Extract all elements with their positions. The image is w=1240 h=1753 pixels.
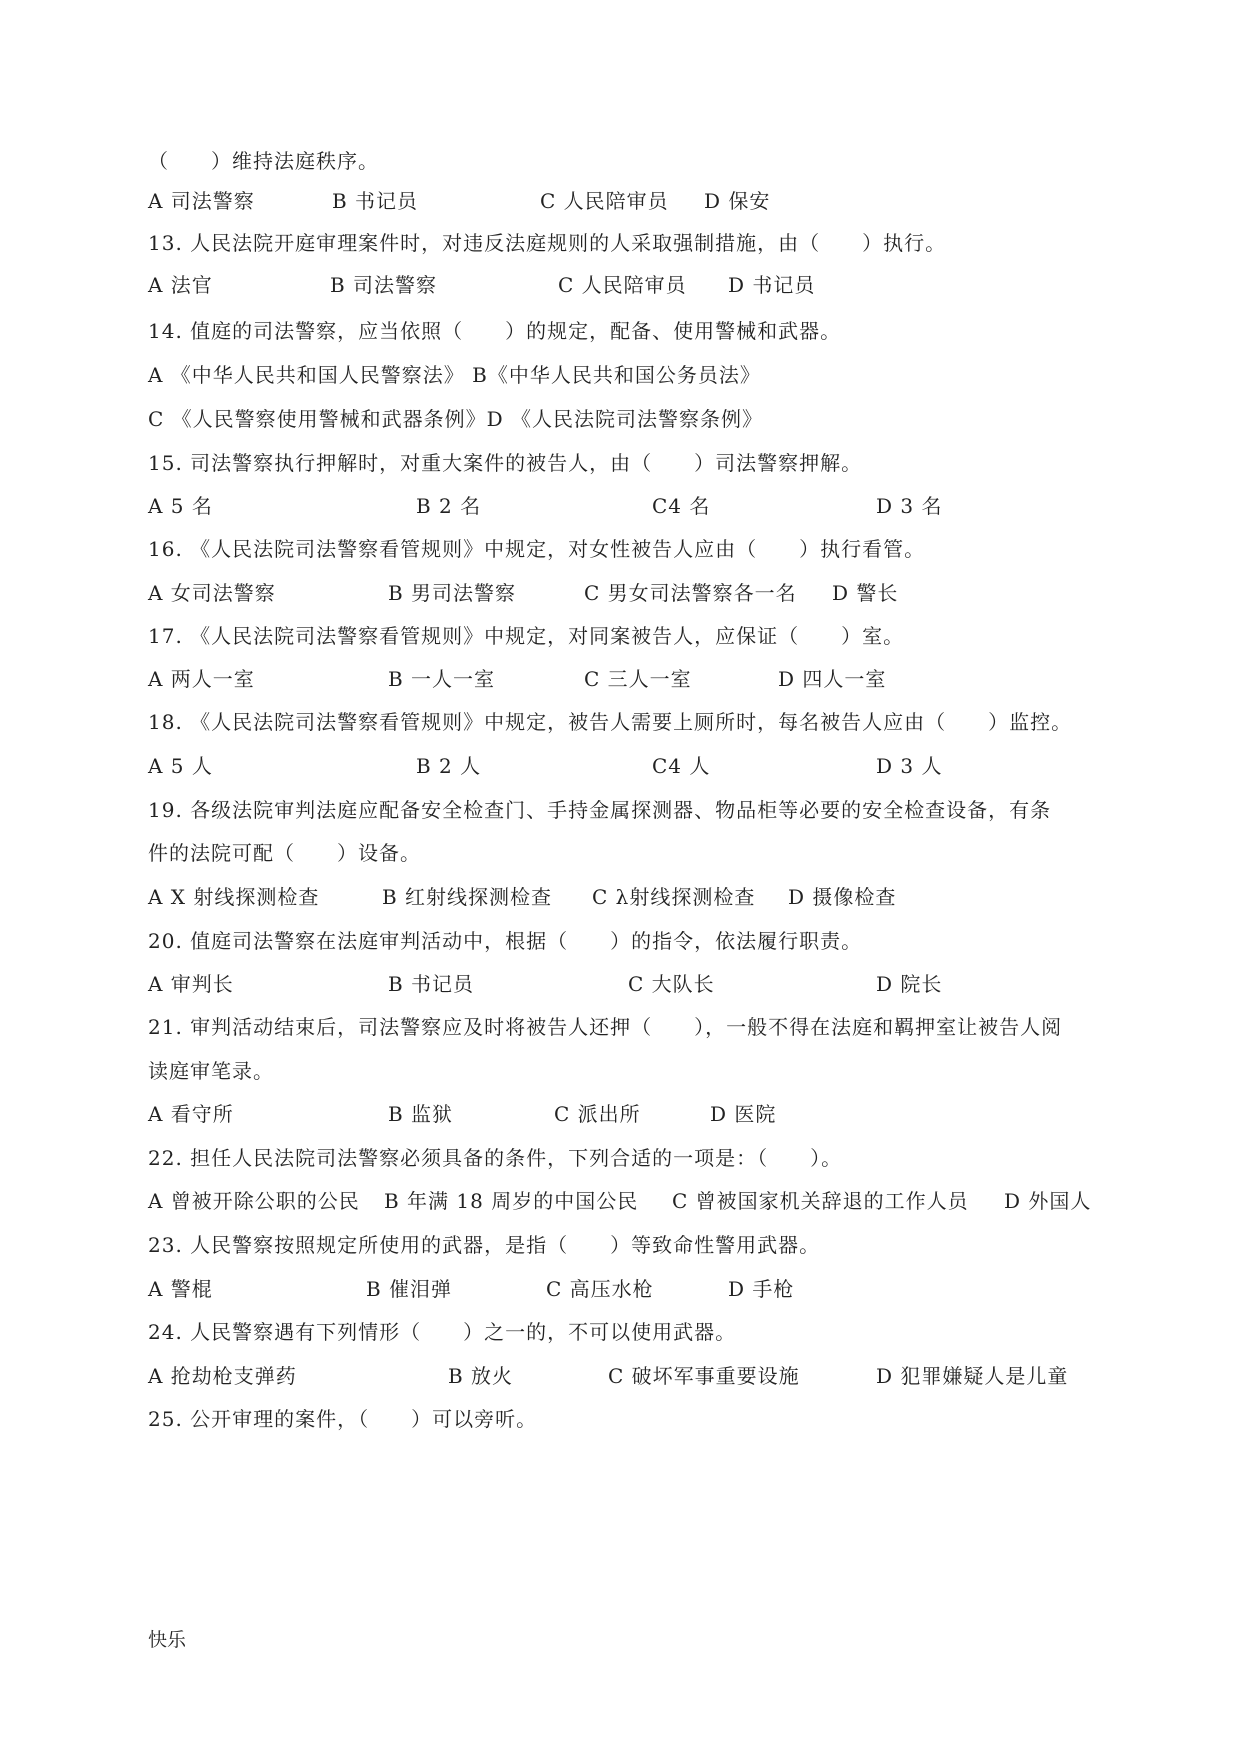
options-15 bbox=[148, 493, 1128, 519]
option-16-c: C 男女司法警察各一名 bbox=[584, 581, 797, 605]
option-12-b: B 书记员 bbox=[332, 189, 419, 213]
option-23-c: C 高压水枪 bbox=[546, 1277, 654, 1301]
options-16 bbox=[148, 580, 1128, 606]
question-24: 24. 人民警察遇有下列情形（ ）之一的，不可以使用武器。 bbox=[148, 1320, 737, 1344]
option-19-a: A X 射线探测检查 bbox=[148, 885, 320, 909]
option-23-d: D 手枪 bbox=[728, 1277, 795, 1301]
option-15-a: A 5 名 bbox=[148, 494, 213, 518]
option-22-c: C 曾被国家机关辞退的工作人员 bbox=[672, 1189, 969, 1213]
options-22 bbox=[148, 1188, 1128, 1214]
option-19-c: C λ射线探测检查 bbox=[592, 885, 756, 909]
options-17 bbox=[148, 666, 1128, 692]
question-13: 13. 人民法院开庭审理案件时，对违反法庭规则的人采取强制措施，由（ ）执行。 bbox=[148, 231, 947, 255]
option-24-a: A 抢劫枪支弹药 bbox=[148, 1364, 297, 1388]
option-13-c: C 人民陪审员 bbox=[558, 273, 687, 297]
option-13-a: A 法官 bbox=[148, 273, 213, 297]
option-24-c: C 破坏军事重要设施 bbox=[608, 1364, 800, 1388]
option-20-d: D 院长 bbox=[876, 972, 943, 996]
option-21-a: A 看守所 bbox=[148, 1102, 234, 1126]
question-19-line2: 件的法院可配（ ）设备。 bbox=[148, 841, 421, 865]
option-23-b: B 催泪弹 bbox=[366, 1277, 453, 1301]
options-23 bbox=[148, 1276, 1128, 1302]
question-21-line2: 读庭审笔录。 bbox=[148, 1059, 274, 1083]
option-20-a: A 审判长 bbox=[148, 972, 234, 996]
option-18-a: A 5 人 bbox=[148, 754, 213, 778]
option-18-b: B 2 人 bbox=[416, 754, 482, 778]
options-21 bbox=[148, 1101, 1128, 1127]
question-19-line1: 19. 各级法院审判法庭应配备安全检查门、手持金属探测器、物品柜等必要的安全检查设备，有条 bbox=[148, 798, 1052, 822]
options-12 bbox=[148, 188, 1128, 214]
options-14-ab: A 《中华人民共和国人民警察法》 B《中华人民共和国公务员法》 bbox=[148, 363, 761, 387]
option-21-d: D 医院 bbox=[710, 1102, 777, 1126]
option-12-a: A 司法警察 bbox=[148, 189, 255, 213]
option-22-d: D 外国人 bbox=[1004, 1189, 1092, 1213]
option-12-c: C 人民陪审员 bbox=[540, 189, 669, 213]
question-25: 25. 公开审理的案件，（ ）可以旁听。 bbox=[148, 1407, 538, 1431]
page-footer: 快乐 bbox=[148, 1629, 187, 1651]
option-13-b: B 司法警察 bbox=[330, 273, 438, 297]
option-19-d: D 摄像检查 bbox=[788, 885, 897, 909]
option-13-d: D 书记员 bbox=[728, 273, 816, 297]
option-18-d: D 3 人 bbox=[876, 754, 943, 778]
question-17: 17. 《人民法院司法警察看管规则》中规定，对同案被告人，应保证（ ）室。 bbox=[148, 624, 905, 648]
option-17-a: A 两人一室 bbox=[148, 667, 255, 691]
options-14-cd: C 《人民警察使用警械和武器条例》D 《人民法院司法警察条例》 bbox=[148, 407, 764, 431]
option-22-b: B 年满 18 周岁的中国公民 bbox=[384, 1189, 639, 1213]
option-16-b: B 男司法警察 bbox=[388, 581, 517, 605]
option-15-d: D 3 名 bbox=[876, 494, 943, 518]
question-18: 18. 《人民法院司法警察看管规则》中规定，被告人需要上厕所时，每名被告人应由（ ）监控。 bbox=[148, 710, 1073, 734]
options-18 bbox=[148, 753, 1128, 779]
question-14: 14. 值庭的司法警察，应当依照（ ）的规定，配备、使用警械和武器。 bbox=[148, 319, 842, 343]
options-13 bbox=[148, 272, 1128, 298]
option-18-c: C4 人 bbox=[652, 754, 711, 778]
option-24-d: D 犯罪嫌疑人是儿童 bbox=[876, 1364, 1069, 1388]
option-15-b: B 2 名 bbox=[416, 494, 482, 518]
option-16-a: A 女司法警察 bbox=[148, 581, 276, 605]
option-20-b: B 书记员 bbox=[388, 972, 475, 996]
option-23-a: A 警棍 bbox=[148, 1277, 213, 1301]
option-22-a: A 曾被开除公职的公民 bbox=[148, 1189, 360, 1213]
options-20 bbox=[148, 971, 1128, 997]
option-15-c: C4 名 bbox=[652, 494, 711, 518]
option-21-b: B 监狱 bbox=[388, 1102, 454, 1126]
option-19-b: B 红射线探测检查 bbox=[382, 885, 553, 909]
option-17-b: B 一人一室 bbox=[388, 667, 496, 691]
option-24-b: B 放火 bbox=[448, 1364, 514, 1388]
option-16-d: D 警长 bbox=[832, 581, 899, 605]
option-12-d: D 保安 bbox=[704, 189, 771, 213]
question-21-line1: 21. 审判活动结束后，司法警察应及时将被告人还押（ ），一般不得在法庭和羁押室让被告人阅 bbox=[148, 1015, 1063, 1039]
option-21-c: C 派出所 bbox=[554, 1102, 641, 1126]
option-20-c: C 大队长 bbox=[628, 972, 715, 996]
question-22: 22. 担任人民法院司法警察必须具备的条件，下列合适的一项是：（ ）。 bbox=[148, 1146, 843, 1170]
question-20: 20. 值庭司法警察在法庭审判活动中，根据（ ）的指令，依法履行职责。 bbox=[148, 929, 863, 953]
question-23: 23. 人民警察按照规定所使用的武器，是指（ ）等致命性警用武器。 bbox=[148, 1233, 821, 1257]
option-17-d: D 四人一室 bbox=[778, 667, 887, 691]
options-24 bbox=[148, 1363, 1128, 1389]
option-17-c: C 三人一室 bbox=[584, 667, 692, 691]
question-12-tail: （ ）维持法庭秩序。 bbox=[148, 149, 379, 173]
question-15: 15. 司法警察执行押解时，对重大案件的被告人，由（ ）司法警察押解。 bbox=[148, 451, 863, 475]
options-19 bbox=[148, 884, 1128, 910]
question-16: 16. 《人民法院司法警察看管规则》中规定，对女性被告人应由（ ）执行看管。 bbox=[148, 537, 926, 561]
